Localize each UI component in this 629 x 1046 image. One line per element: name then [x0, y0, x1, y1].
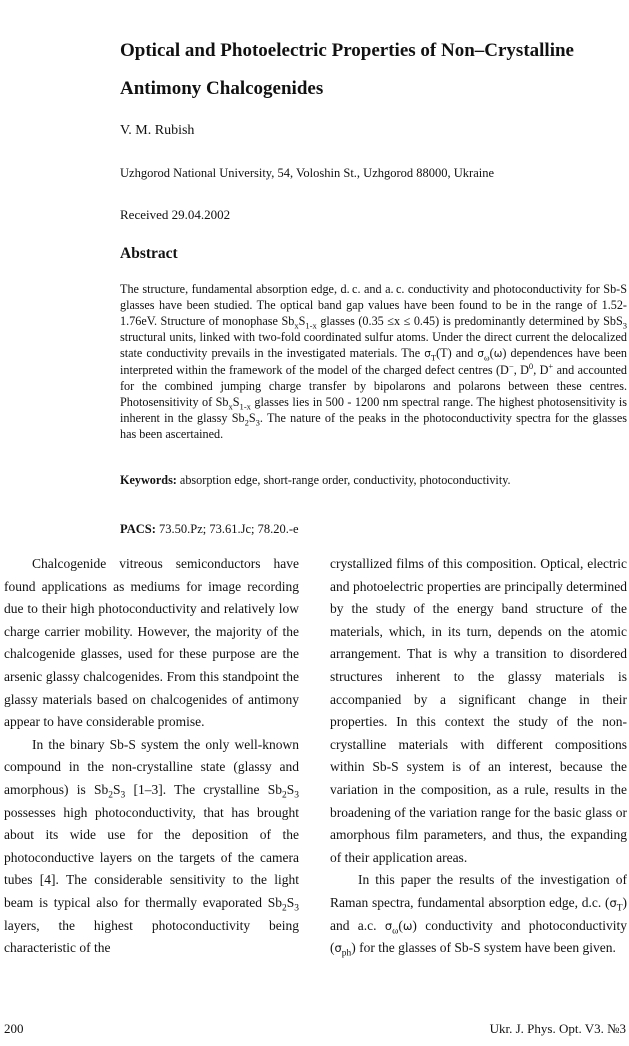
paragraph: crystallized films of this composition. Optical, electric and photoelectric properties are principally determined by the study of the energy band structure of the materials, which, in its turn, depends on the atomic arrangement. That is why a transition to disordered structures inherent to the glassy materials is accompanied by a significant change in their properties. In this context the study of the non-crystalline materials with different compositions within Sb-S system is of an interest, because the variation in the composition, as a rule, results in the broadening of the variation range for the basic glass or amorphous film parameters, and thus, the expanding of their application areas.	[330, 556, 627, 865]
abstract-body: The structure, fundamental absorption edge, d. c. and a. c. conductivity and photoconductivity for Sb-S glasses have been studied. The optical band gap values have been found to be in the range of 1.52-1.76eV. Structure of monophase $Sb_xS_{1-x}$ glasses (0.35 ≤x ≤ 0.45) is predominantly determined by SbS$_3$ structural units, linked with two-fold coordinated sulfur atoms. Under the direct current the delocalized state conductivity prevails in the investigated materials. The $\sigma_T(T)$ and $\sigma_\omega(\omega)$ dependences have been interpreted within the framework of the model of the charged defect centres (D−, $D^0$, D+ and accounted for the combined jumping charge transfer by bipolarons and polarons between these centres. Photosensitivity of $Sb_xS_{1-x}$ glasses lies in 500 - 1200 nm spectral range. The highest photosensitivity is inherent in the glassy $Sb_2S_3$. The nature of the peaks in the photoconductivity spectra for the glasses has been ascertained.	[120, 282, 628, 441]
keywords-text: absorption edge, short-range order, conductivity, photoconductivity.	[179, 473, 511, 487]
body-column-left	[4, 553, 299, 960]
page-number: 200	[4, 1021, 24, 1036]
received-date: Received 29.04.2002	[120, 207, 231, 222]
keywords-label: Keywords:	[120, 473, 177, 487]
pacs-label: PACS:	[120, 522, 156, 536]
affiliation: Uzhgorod National University, 54, Voloshin St., Uzhgorod 88000, Ukraine	[120, 166, 495, 180]
pacs-text: 73.50.Pz; 73.61.Jc; 78.20.-e	[159, 522, 299, 536]
body-column-right	[330, 553, 627, 960]
pacs	[120, 522, 299, 537]
paragraph: In the binary Sb-S system the only well-known compound in the non-crystalline state (glassy and amorphous) is $Sb_2S_3$ [1–3]. The crystalline $Sb_2S_3$ possesses high photoconductivity, that has brought about its wide use for the deposition of the photoconductive layers on the targets of the camera tubes [4]. The considerable sensitivity to the light beam is typical also for thermally evaporated $Sb_2S_3$ layers, the highest photoconductivity being characteristic of the	[4, 736, 299, 956]
paragraph: In this paper the results of the investigation of Raman spectra, fundamental absorption edge, d.c. $(\sigma_T)$ and a.c. $\sigma_\omega(\omega)$ conductivity and photoconductivity $(\sigma_{ph})$ for the glasses of Sb-S system have been given.	[330, 872, 627, 959]
keywords	[120, 473, 627, 488]
journal-reference: Ukr. J. Phys. Opt. V3. №3	[489, 1021, 626, 1036]
abstract-heading: Abstract	[120, 245, 178, 262]
author: V. M. Rubish	[120, 123, 195, 138]
paper-title: Optical and Photoelectric Properties of Non–Crystalline Antimony Chalcogenides	[120, 40, 574, 99]
paragraph: Chalcogenide vitreous semiconductors have found applications as mediums for image recording due to their high photoconductivity and relatively low charge carrier mobility. However, the majority of the chalcogenide glasses, used for these purpose are the arsenic glassy chalcogenides. From this standpoint the glassy materials based on chalcogenides of antimony appear to have considerable promise.	[4, 556, 299, 730]
